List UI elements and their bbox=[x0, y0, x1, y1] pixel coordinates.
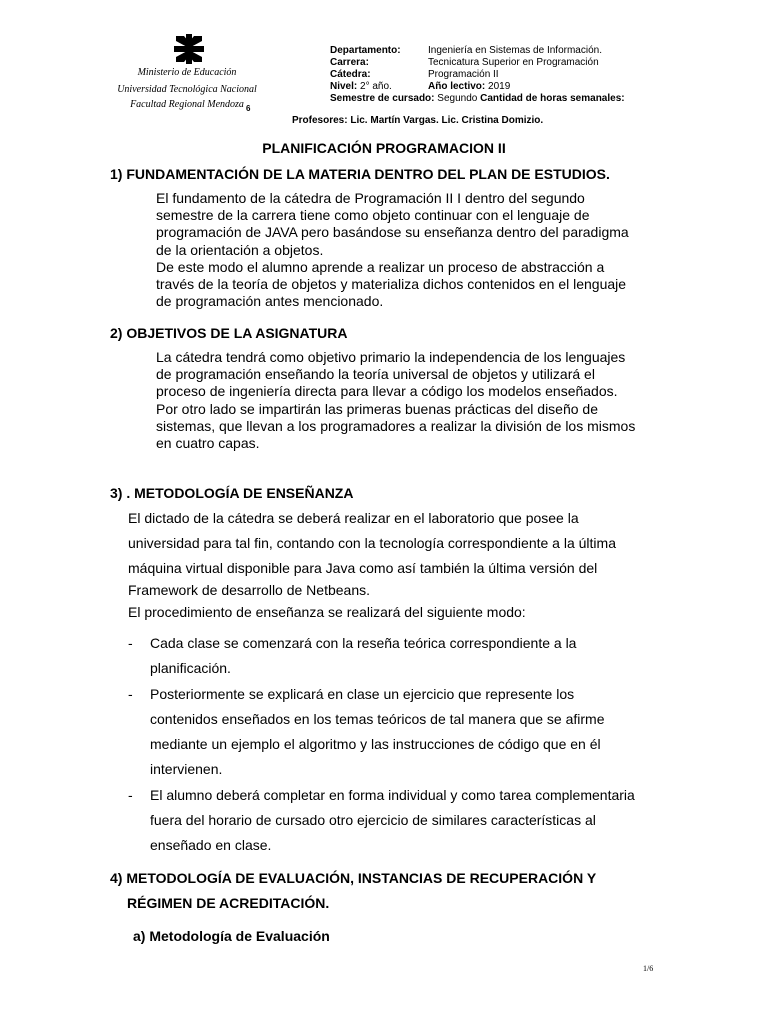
small-mark: 6 bbox=[246, 104, 251, 113]
nivel-value: 2° año. bbox=[360, 81, 392, 92]
section-2-line: La cátedra tendrá como objetivo primario la independencia de los lenguajes bbox=[156, 349, 626, 365]
bullet-dash: - bbox=[128, 686, 133, 702]
anio-label: Año lectivo: bbox=[428, 81, 486, 92]
section-4-heading-line-2: RÉGIMEN DE ACREDITACIÓN. bbox=[127, 895, 330, 911]
bullet-dash: - bbox=[128, 635, 133, 651]
section-1-line: El fundamento de la cátedra de Programación II I dentro del segundo bbox=[156, 190, 585, 206]
section-1-body bbox=[156, 190, 629, 310]
institution-line-university: Universidad Tecnológica Nacional bbox=[117, 84, 257, 95]
catedra-label: Cátedra: bbox=[330, 69, 371, 80]
page-number: 1/6 bbox=[643, 964, 654, 973]
section-3-heading-prefix: 3) . bbox=[110, 485, 135, 501]
section-3-line: máquina virtual disponible para Java como así también la última versión del bbox=[128, 560, 598, 576]
section-3-heading-text: METODOLOGÍA DE ENSEÑANZA bbox=[134, 485, 354, 501]
departamento-value: Ingeniería en Sistemas de Información. bbox=[428, 45, 602, 56]
section-1-heading: 1) FUNDAMENTACIÓN DE LA MATERIA DENTRO DEL PLAN DE ESTUDIOS. bbox=[110, 166, 610, 182]
section-2-body bbox=[156, 349, 635, 452]
section-1-line: De este modo el alumno aprende a realizar un proceso de abstracción a bbox=[156, 258, 605, 275]
section-3-line: El dictado de la cátedra se deberá realizar en el laboratorio que posee la bbox=[128, 510, 579, 526]
bullet-text bbox=[150, 783, 635, 858]
section-3-line: universidad para tal fin, contando con la tecnología correspondiente a la última bbox=[128, 535, 616, 551]
bullet-line: El alumno deberá completar en forma individual y como tarea complementaria bbox=[150, 787, 635, 803]
semestre-label: Semestre de cursado: bbox=[330, 93, 435, 104]
section-1-line: través de la teoría de objetos y materializa dichos contenidos en el lenguaje bbox=[156, 276, 627, 293]
departamento-label: Departamento: bbox=[330, 45, 401, 56]
anio-value: 2019 bbox=[488, 81, 511, 92]
section-3-line: El procedimiento de enseñanza se realizará del siguiente modo: bbox=[128, 604, 526, 620]
bullet-line: fuera del horario de cursado otro ejercicio de similares características al bbox=[150, 812, 596, 828]
bullet-dash: - bbox=[128, 787, 133, 803]
section-1-line: de la orientación a objetos. bbox=[156, 241, 324, 258]
bullet-line: Posteriormente se explicará en clase un ejercicio que represente los bbox=[150, 686, 575, 702]
bullet-line: planificación. bbox=[150, 660, 231, 676]
section-2-line: en cuatro capas. bbox=[156, 435, 260, 452]
nivel-label: Nivel: bbox=[330, 81, 358, 92]
section-1-line: programación de JAVA pero basándose su enseñanza dentro del paradigma bbox=[156, 224, 629, 241]
section-2-line: de programación enseñando la teoría universal de objetos y utilizará el bbox=[156, 366, 595, 383]
semestre-row bbox=[330, 93, 625, 104]
section-1-line: de programación antes mencionado. bbox=[156, 293, 384, 310]
anio-row bbox=[428, 81, 510, 92]
bullet-text bbox=[150, 631, 576, 681]
institution-line-ministry: Ministerio de Educación bbox=[137, 67, 237, 78]
section-4a-heading: a) Metodología de Evaluación bbox=[133, 928, 330, 944]
section-1-line: semestre de la carrera tiene como objeto continuar con el lenguaje de bbox=[156, 207, 590, 224]
section-2-line: sistemas, que llevan a los programadores a realizar la división de los mismos bbox=[156, 417, 636, 434]
carrera-label: Carrera: bbox=[330, 57, 369, 68]
catedra-value: Programación II bbox=[428, 69, 499, 80]
bullet-line: contenidos enseñados en los temas teóricos de tal manera que se afirme bbox=[150, 711, 605, 727]
horas-label: Cantidad de horas semanales: bbox=[480, 93, 625, 104]
profesores: Profesores: Lic. Martín Vargas. Lic. Cristina Domizio. bbox=[292, 115, 544, 126]
section-2-heading: 2) OBJETIVOS DE LA ASIGNATURA bbox=[110, 325, 348, 341]
utn-logo-icon bbox=[174, 34, 204, 64]
carrera-value: Tecnicatura Superior en Programación bbox=[428, 57, 599, 68]
section-2-line: proceso de ingeniería directa para llevar a código los modelos enseñados. bbox=[156, 383, 618, 400]
section-3-body bbox=[128, 506, 616, 625]
bullet-line: intervienen. bbox=[150, 761, 223, 777]
bullet-line: enseñado en clase. bbox=[150, 837, 272, 853]
nivel-row bbox=[330, 81, 392, 92]
section-3-heading bbox=[110, 485, 353, 501]
bullet-line: mediante un ejemplo el algoritmo y las instrucciones de código que en él bbox=[150, 736, 601, 752]
page-title: PLANIFICACIÓN PROGRAMACION II bbox=[262, 140, 506, 156]
section-4-heading-line-1: 4) METODOLOGÍA DE EVALUACIÓN, INSTANCIAS DE RECUPERACIÓN Y bbox=[110, 870, 597, 886]
section-2-line: Por otro lado se impartirán las primeras buenas prácticas del diseño de bbox=[156, 400, 599, 417]
bullet-line: Cada clase se comenzará con la reseña teórica correspondiente a la bbox=[150, 635, 577, 651]
semestre-value: Segundo bbox=[437, 93, 478, 104]
section-3-line: Framework de desarrollo de Netbeans. bbox=[128, 582, 371, 598]
institution-line-faculty: Facultad Regional Mendoza bbox=[130, 99, 244, 110]
institution-logo-block bbox=[112, 34, 262, 124]
bullet-text bbox=[150, 682, 605, 782]
